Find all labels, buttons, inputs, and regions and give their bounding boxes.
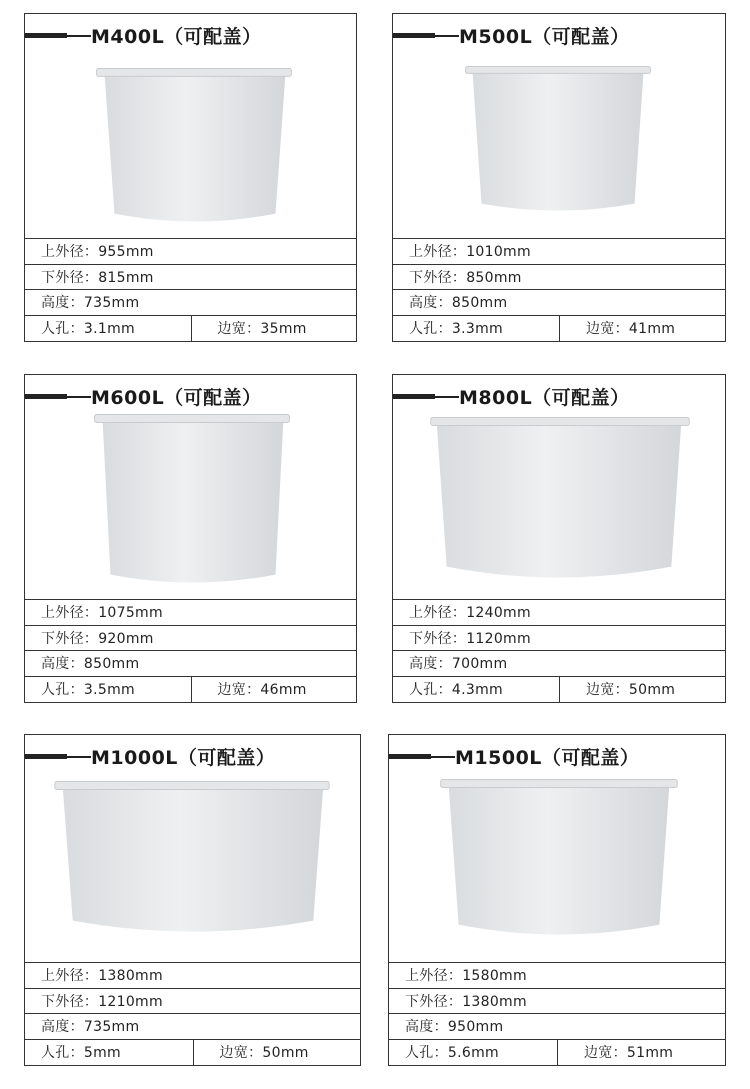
product-header: [389, 741, 725, 773]
spec-hole: 人孔：5mm: [41, 1045, 121, 1062]
spec-outer-top: 上外径：1380mm: [41, 968, 163, 985]
barrel-image: [393, 52, 725, 235]
title-bar-decoration: [389, 754, 431, 759]
spec-table: [25, 962, 360, 1065]
product-title: M500L（可配盖）: [459, 26, 630, 48]
spec-height: 高度：700mm: [409, 656, 508, 673]
product-card-m1500l: [388, 734, 726, 1066]
product-header: [25, 20, 356, 52]
spec-outer-top: 上外径：1240mm: [409, 605, 531, 622]
title-line-decoration: [67, 35, 91, 37]
title-bar-decoration: [25, 33, 67, 38]
product-card-m800l: [392, 374, 726, 703]
product-title: M1000L（可配盖）: [91, 747, 276, 769]
barrel-icon: [393, 52, 725, 235]
spec-outer-bottom: 下外径：815mm: [41, 269, 154, 286]
spec-outer-top: 上外径：955mm: [41, 244, 154, 261]
spec-edge: 边宽：46mm: [191, 677, 357, 703]
spec-height: 高度：850mm: [41, 656, 140, 673]
spec-height: 高度：735mm: [41, 295, 140, 312]
barrel-image: [25, 773, 360, 956]
barrel-icon: [389, 773, 725, 956]
barrel-icon: [25, 52, 356, 235]
spec-hole: 人孔：3.3mm: [409, 321, 503, 338]
title-line-decoration: [67, 756, 91, 758]
product-title: M400L（可配盖）: [91, 26, 262, 48]
title-line-decoration: [435, 35, 459, 37]
product-card-m400l: [24, 13, 357, 342]
spec-table: [393, 599, 725, 702]
spec-outer-top: 上外径：1010mm: [409, 244, 531, 261]
product-header: [25, 381, 356, 413]
spec-outer-top: 上外径：1580mm: [405, 968, 527, 985]
spec-height: 高度：735mm: [41, 1019, 140, 1036]
title-bar-decoration: [25, 754, 67, 759]
spec-edge: 边宽：50mm: [193, 1040, 361, 1066]
barrel-icon: [393, 413, 725, 596]
product-card-m600l: [24, 374, 357, 703]
spec-table: [25, 599, 356, 702]
spec-table: [25, 238, 356, 341]
product-title: M800L（可配盖）: [459, 387, 630, 409]
spec-outer-top: 上外径：1075mm: [41, 605, 163, 622]
spec-edge: 边宽：41mm: [559, 316, 725, 342]
barrel-icon: [25, 413, 356, 596]
product-header: [25, 741, 360, 773]
spec-outer-bottom: 下外径：920mm: [41, 630, 154, 647]
spec-table: [393, 238, 725, 341]
title-line-decoration: [435, 396, 459, 398]
product-header: [393, 20, 725, 52]
barrel-image: [25, 52, 356, 235]
product-card-m500l: [392, 13, 726, 342]
product-card-m1000l: [24, 734, 361, 1066]
spec-table: [389, 962, 725, 1065]
spec-hole: 人孔：3.1mm: [41, 321, 135, 338]
title-line-decoration: [67, 396, 91, 398]
title-line-decoration: [431, 756, 455, 758]
title-bar-decoration: [393, 33, 435, 38]
spec-edge: 边宽：51mm: [557, 1040, 725, 1066]
product-title: M1500L（可配盖）: [455, 747, 640, 769]
spec-height: 高度：950mm: [405, 1019, 504, 1036]
product-title: M600L（可配盖）: [91, 387, 262, 409]
spec-outer-bottom: 下外径：1120mm: [409, 630, 531, 647]
spec-height: 高度：850mm: [409, 295, 508, 312]
product-header: [393, 381, 725, 413]
title-bar-decoration: [25, 394, 67, 399]
spec-outer-bottom: 下外径：1210mm: [41, 993, 163, 1010]
barrel-image: [25, 413, 356, 596]
spec-hole: 人孔：5.6mm: [405, 1045, 499, 1062]
spec-outer-bottom: 下外径：1380mm: [405, 993, 527, 1010]
title-bar-decoration: [393, 394, 435, 399]
barrel-image: [389, 773, 725, 956]
barrel-icon: [25, 773, 360, 956]
spec-edge: 边宽：50mm: [559, 677, 725, 703]
spec-hole: 人孔：3.5mm: [41, 682, 135, 699]
spec-outer-bottom: 下外径：850mm: [409, 269, 522, 286]
barrel-image: [393, 413, 725, 596]
spec-edge: 边宽：35mm: [191, 316, 357, 342]
spec-hole: 人孔：4.3mm: [409, 682, 503, 699]
